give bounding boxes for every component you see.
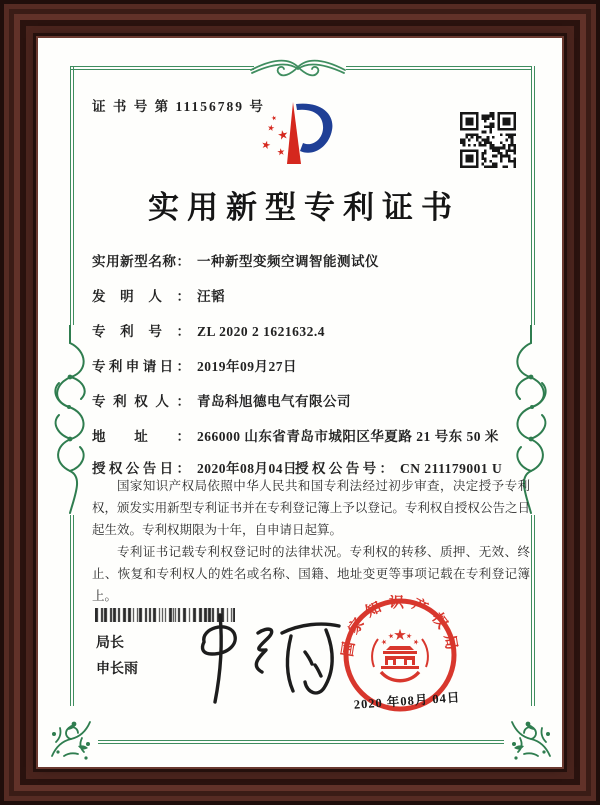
field-value: 青岛科旭德电气有限公司 (197, 394, 351, 409)
seal-emblem (372, 629, 428, 681)
field-row-utility-model-name (92, 250, 534, 270)
field-row-inventor (92, 285, 534, 305)
field-label: 发明人： (92, 289, 190, 304)
certificate-number: 证 书 号 第 11156789 号 (92, 99, 265, 114)
field-label: 专利号： (92, 324, 190, 339)
left-scroll-ornament (45, 325, 95, 515)
field-value: 汪韬 (197, 289, 225, 304)
signature-autograph (188, 608, 348, 713)
logo-p-curve (296, 104, 332, 153)
top-scroll-ornament (250, 50, 346, 84)
field-value: 266000 山东省青岛市城阳区华夏路 21 号东 50 米 (197, 429, 499, 444)
logo-pole (287, 102, 301, 164)
legal-paragraph-2: 专利证书记载专利权登记时的法律状况。专利权的转移、质押、无效、终止、恢复和专利权人的姓名或名称、国籍、地址变更等事项记载在专利登记簿上。 (92, 545, 530, 603)
field-row-patent-number (92, 320, 534, 340)
field-value: ZL 2020 2 1621632.4 (197, 324, 326, 339)
qr-code (460, 112, 516, 168)
corner-floral-left (44, 712, 98, 766)
legal-text (92, 475, 530, 607)
border-line-bottom (98, 740, 504, 744)
field-row-filing-date (92, 355, 534, 375)
legal-paragraph-1: 国家知识产权局依照中华人民共和国专利法经过初步审查，决定授予专利权，颁发实用新型专利证书并在专利登记簿上予以登记。专利权自授权公告之日起生效。专利权期限为十年，自申请日起算。 (92, 479, 530, 537)
field-value: CN 211179001 U (400, 461, 503, 476)
commissioner-name: 申长雨 (96, 660, 138, 676)
seal-date: 2020 年08月 04日 (353, 690, 461, 712)
field-value: 2020年08月04日 (197, 461, 297, 476)
field-row-address (92, 425, 534, 445)
field-value: 一种新型变频空调智能测试仪 (197, 254, 379, 269)
field-group-grant-number (295, 457, 502, 477)
field-label: 地址： (92, 429, 190, 444)
field-label: 专利申请日： (92, 359, 190, 374)
field-row-patentee (92, 390, 534, 410)
commissioner-title: 局长 (96, 634, 124, 650)
border-line-top-left (70, 66, 254, 70)
certificate-title: 实用新型专利证书 (148, 190, 460, 225)
logo-stars (261, 115, 288, 156)
field-row-grant (92, 457, 534, 477)
border-line-left-lower (70, 515, 74, 706)
corner-floral-right (504, 712, 558, 766)
field-label: 专利权人： (92, 394, 190, 409)
border-line-right-lower (531, 515, 535, 706)
seal-text: 国家知识产权局 (340, 595, 460, 659)
field-label: 实用新型名称： (92, 254, 190, 269)
certificate-paper (38, 38, 562, 767)
field-label: 授权公告号： (295, 461, 393, 476)
border-line-top-right (346, 66, 531, 70)
field-label: 授权公告日： (92, 461, 190, 476)
cnipa-logo (260, 100, 338, 173)
field-value: 2019年09月27日 (197, 359, 297, 374)
